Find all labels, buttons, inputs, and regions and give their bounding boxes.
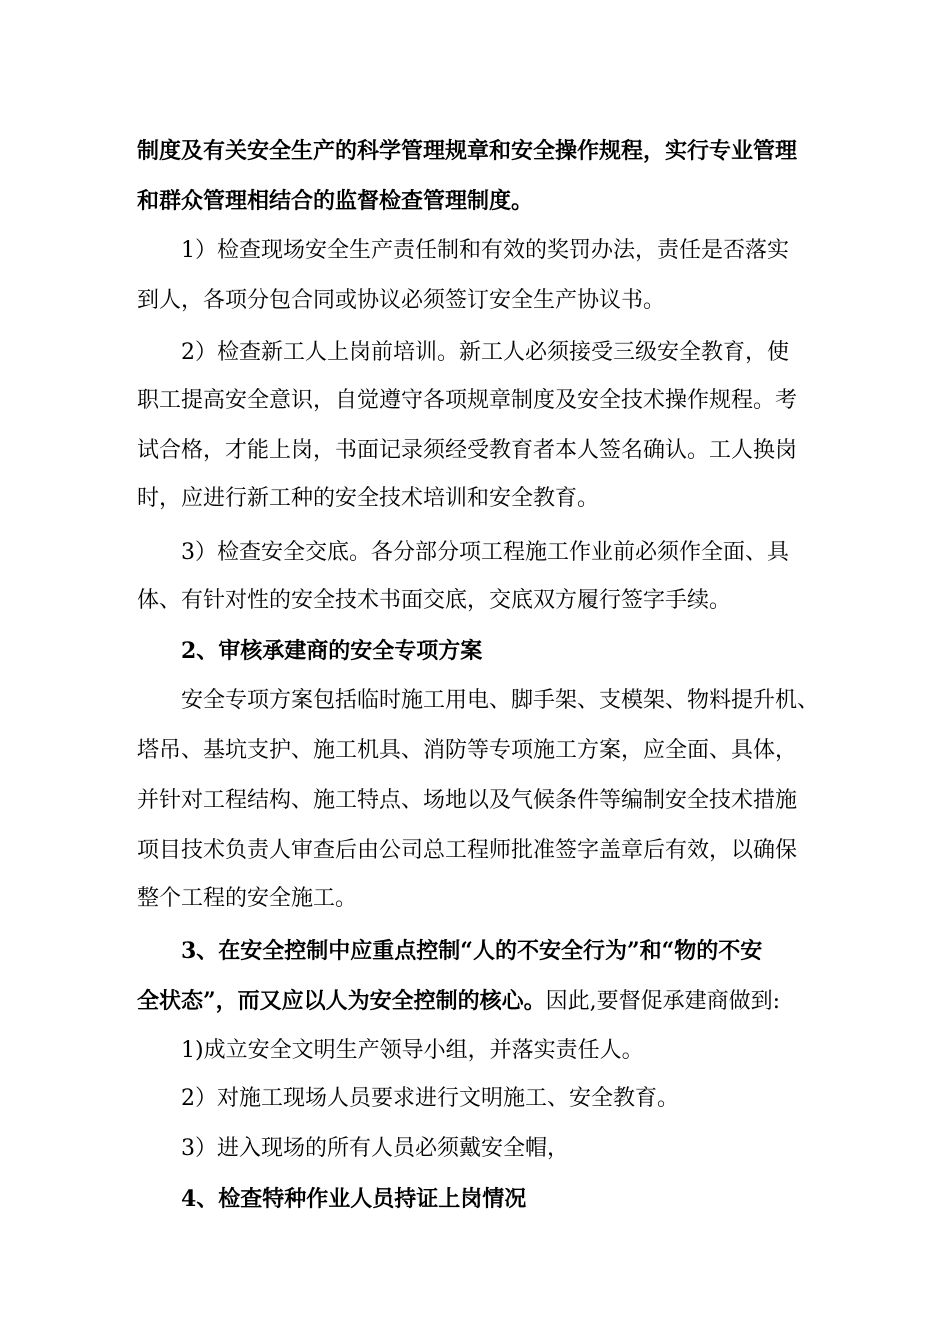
list-item-line: 1)成立安全文明生产领导小组，并落实责任人。 [181, 1038, 644, 1063]
section-heading-continued [137, 986, 780, 1017]
list-item-line: 2）检查新工人上岗前培训。新工人必须接受三级安全教育，使 [181, 340, 789, 365]
list-item-line: 3）检查安全交底。各分部分项工程施工作业前必须作全面、具 [181, 540, 789, 565]
section-lead-text: 因此,要督促承建商做到: [545, 989, 781, 1014]
list-item-line: 3）进入现场的所有人员必须戴安全帽， [181, 1136, 569, 1161]
paragraph-line: 并针对工程结构、施工特点、场地以及气候条件等编制安全技术措施 [137, 788, 798, 813]
paragraph-line: 制度及有关安全生产的科学管理规章和安全操作规程，实行专业管理 [137, 138, 798, 164]
section-heading: 4、检查特种作业人员持证上岗情况 [181, 1186, 527, 1212]
paragraph-line: 塔吊、基坑支护、施工机具、消防等专项施工方案，应全面、具体， [137, 738, 798, 763]
list-item-line: 体、有针对性的安全技术书面交底，交底双方履行签字手续。 [137, 588, 732, 613]
list-item-line: 职工提高安全意识，自觉遵守各项规章制度及安全技术操作规程。考 [137, 388, 798, 413]
section-heading-tail: 全状态”，而又应以人为安全控制的核心。 [137, 988, 546, 1014]
list-item-line: 时，应进行新工种的安全技术培训和安全教育。 [137, 486, 600, 511]
list-item-line: 试合格，才能上岗，书面记录须经受教育者本人签名确认。工人换岗 [137, 438, 798, 463]
paragraph-line: 和群众管理相结合的监督检查管理制度。 [137, 188, 534, 214]
paragraph-line: 安全专项方案包括临时施工用电、脚手架、支模架、物料提升机、 [181, 688, 820, 713]
list-item-line: 到人，各项分包合同或协议必须签订安全生产协议书。 [137, 288, 666, 313]
paragraph-line: 整个工程的安全施工。 [137, 886, 358, 911]
list-item-line: 1）检查现场安全生产责任制和有效的奖罚办法，责任是否落实 [181, 238, 789, 263]
list-item-line: 2）对施工现场人员要求进行文明施工、安全教育。 [181, 1086, 679, 1111]
section-heading: 3、在安全控制中应重点控制“人的不安全行为”和“物的不安 [181, 938, 763, 964]
paragraph-line: 项目技术负责人审查后由公司总工程师批准签字盖章后有效，以确保 [137, 838, 798, 863]
section-heading: 2、审核承建商的安全专项方案 [181, 638, 483, 664]
